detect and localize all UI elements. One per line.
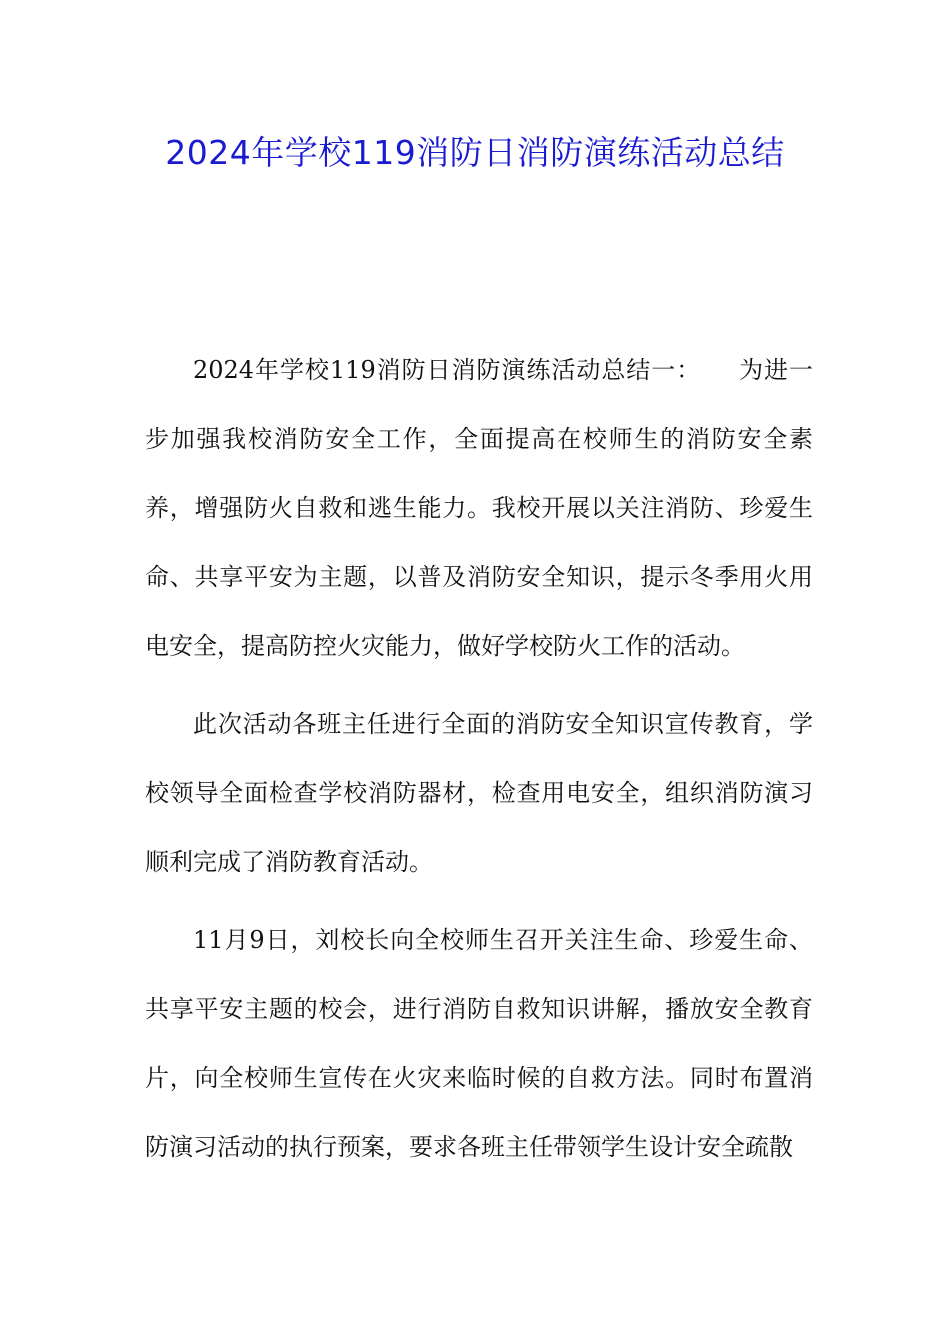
document-title: 2024年学校119消防日消防演练活动总结: [165, 133, 785, 172]
paragraph-1: 2024年学校119消防日消防演练活动总结一： 为进一步加强我校消防安全工作，全面提高在校师生的消防安全素养，增强防火自救和逃生能力。我校开展以关注消防、珍爱生命、共享平安为主题，以普及消防安全知识，提示冬季用火用电安全，提高防控火灾能力，做好学校防火工作的活动。: [145, 356, 813, 660]
paragraph-2: 此次活动各班主任进行全面的消防安全知识宣传教育，学校领导全面检查学校消防器材，检查用电安全，组织消防演习顺利完成了消防教育活动。: [145, 710, 813, 876]
paragraph-3: 11月9日，刘校长向全校师生召开关注生命、珍爱生命、共享平安主题的校会，进行消防自救知识讲解，播放安全教育片，向全校师生宣传在火灾来临时候的自救方法。同时布置消防演习活动的执行预案，要求各班主任带领学生设计安全疏散: [145, 926, 813, 1161]
document-body: [145, 336, 813, 1182]
